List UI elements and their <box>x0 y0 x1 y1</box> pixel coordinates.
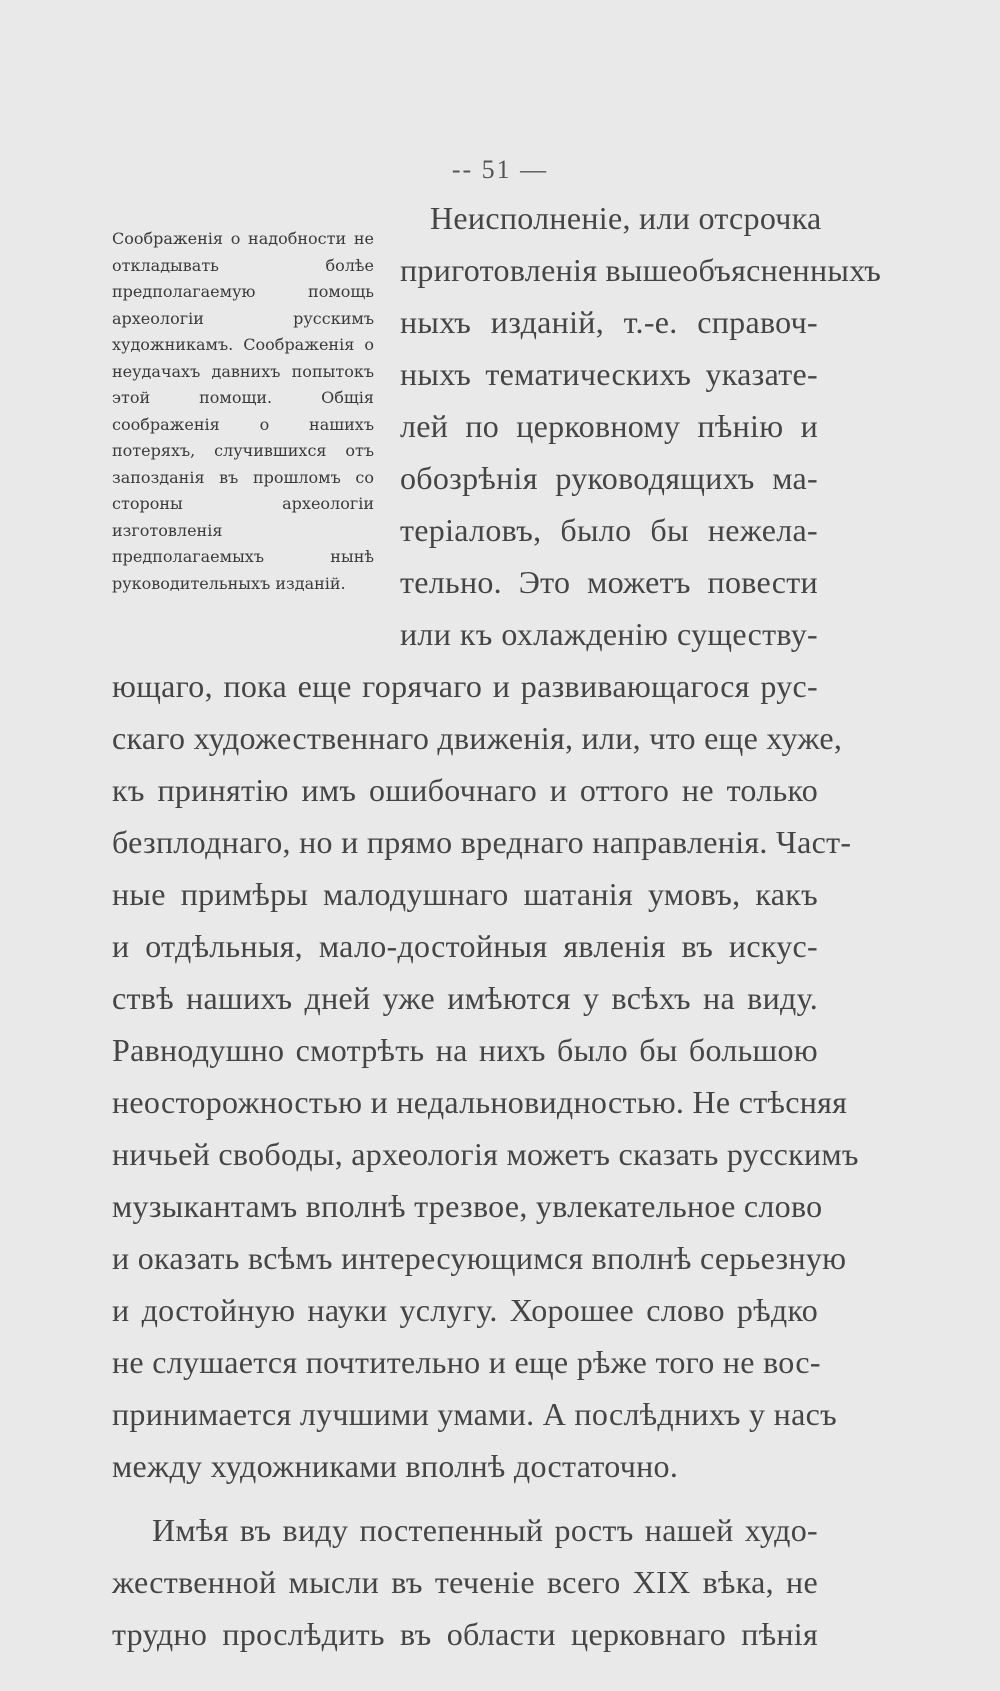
body-line: неосторожностью и недальновидностью. Не стѣсняя <box>112 1084 848 1120</box>
body-line: скаго художественнаго движенія, или, что еще хуже, <box>112 720 843 756</box>
marginal-note: Соображенія о надобности не откладывать болѣе предполагаемую помощь археологіи русскимъ художникамъ. Соображенія о неудачахъ давнихъ попытокъ этой помощи. Общія соображенія о нашихъ потеряхъ, случившихся отъ запозданія въ прошломъ со стороны археологіи изготовленія предполагаемыхъ нынѣ руководительныхъ изданій. <box>112 229 374 593</box>
body-line: не слушается почтительно и еще рѣже того не вос- <box>112 1344 821 1380</box>
body-line: или къ охлажденію существу- <box>400 616 818 652</box>
body-line: и отдѣльныя, мало-достойныя явленія въ искус- <box>112 928 818 964</box>
body-line: обозрѣнія руководящихъ ма- <box>400 460 818 496</box>
body-line: къ принятію имъ ошибочнаго и оттого не только <box>112 772 818 808</box>
body-line: Неисполненіе, или отсрочка <box>430 200 822 236</box>
body-line: приготовленія вышеобъясненныхъ <box>400 252 882 288</box>
body-line: принимается лучшими умами. А послѣднихъ у насъ <box>112 1396 837 1432</box>
body-line: жественной мысли въ теченіе всего XIX вѣка, не <box>112 1564 818 1600</box>
body-line: между художниками вполнѣ достаточно. <box>112 1448 679 1484</box>
body-line: ныхъ тематическихъ указате- <box>400 356 818 392</box>
body-line: безплоднаго, но и прямо вреднаго направленія. Част- <box>112 824 852 860</box>
body-line: ющаго, пока еще горячаго и развивающагося рус- <box>112 668 818 704</box>
body-line: тельно. Это можетъ повести <box>400 564 818 600</box>
page-number: -- 51 — <box>451 155 549 184</box>
body-line: трудно прослѣдить въ области церковнаго пѣнія <box>112 1616 818 1652</box>
body-line: ствѣ нашихъ дней уже имѣются у всѣхъ на виду. <box>112 980 818 1016</box>
body-line: ные примѣры малодушнаго шатанія умовъ, какъ <box>112 876 818 912</box>
body-line: ныхъ изданій, т.-е. справоч- <box>400 304 818 340</box>
body-line: ничьей свободы, археологія можетъ сказать русскимъ <box>112 1136 859 1172</box>
body-line: лей по церковному пѣнію и <box>400 408 818 444</box>
body-line: музыкантамъ вполнѣ трезвое, увлекательное слово <box>112 1188 823 1224</box>
body-line: Имѣя въ виду постепенный ростъ нашей худо- <box>152 1512 818 1548</box>
body-line: Равнодушно смотрѣть на нихъ было бы большою <box>112 1032 818 1068</box>
body-line: и оказать всѣмъ интересующимся вполнѣ серьезную <box>112 1240 847 1276</box>
body-line: теріаловъ, было бы нежела- <box>400 512 818 548</box>
body-line: и достойную науки услугу. Хорошее слово рѣдко <box>112 1292 818 1328</box>
